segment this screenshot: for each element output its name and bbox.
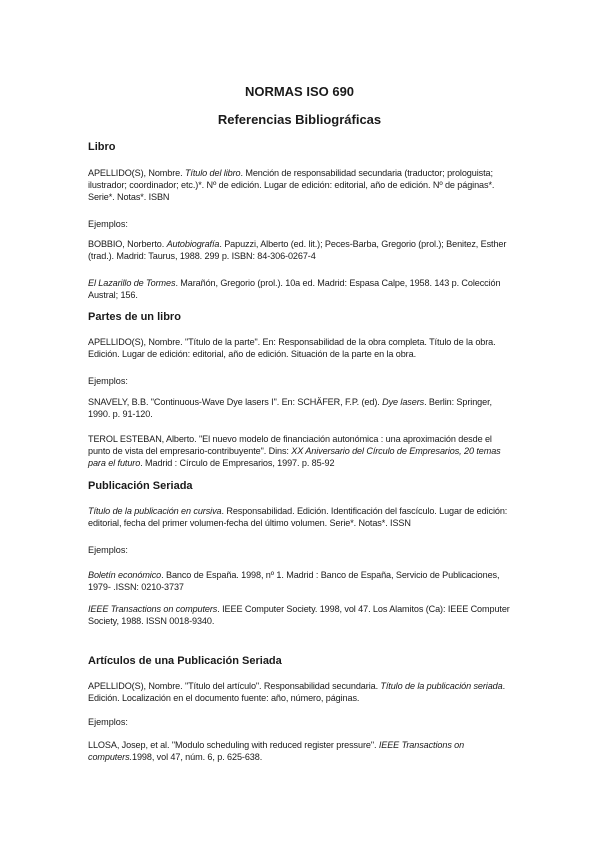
articulos-format bbox=[88, 681, 516, 705]
text-run: . Mención de responsabilidad secundaria (traductor; prologuista; ilustrador; coordinador; etc.)*. Nº de edición. Lugar de edición: editorial, año de edición. Nº de páginas*. Serie*. Notas*. ISBN bbox=[88, 168, 495, 202]
text-run: . Papuzzi, Alberto (ed. lit.); Peces-Barba, Gregorio (prol.); Benitez, Esther (trad.). Madrid: Taurus, 1988. 299 p. ISBN: 84-306-0267-4 bbox=[88, 239, 507, 261]
document-subtitle: Referencias Bibliográficas bbox=[217, 112, 382, 127]
libro-examples-label: Ejemplos: bbox=[88, 219, 128, 229]
text-run: . Edición. Localización en el documento fuente: año, número, páginas. bbox=[88, 681, 506, 703]
italic-text: IEEE Transactions on computers bbox=[88, 604, 218, 614]
document-title: NORMAS ISO 690 bbox=[244, 84, 355, 99]
text-run: APELLIDO(S), Nombre. bbox=[88, 168, 185, 178]
text-run: BOBBIO, Norberto. bbox=[88, 239, 167, 249]
text-run: . Marañón, Gregorio (prol.). 10a ed. Madrid: Espasa Calpe, 1958. 143 p. Colección Austral; 156. bbox=[88, 278, 501, 300]
section-heading-seriada: Publicación Seriada bbox=[88, 480, 193, 492]
text-run: . Berlin: Springer, 1990. p. 91-120. bbox=[88, 397, 492, 419]
text-run: APELLIDO(S), Nombre. "Título de la parte". En: Responsabilidad de la obra completa. Título de la obra. Edición. Lugar de edición: editorial, año de edición. Situación de la parte en la obra. bbox=[88, 337, 496, 359]
italic-text: Boletín económico bbox=[88, 570, 162, 580]
partes-example-1 bbox=[88, 397, 516, 421]
italic-text: Dye lasers bbox=[382, 397, 425, 407]
seriada-example-1 bbox=[88, 570, 516, 594]
italic-text: Autobiografía bbox=[166, 239, 220, 249]
text-run: 1998, vol 47, núm. 6, p. 625-638. bbox=[131, 751, 263, 762]
italic-text: IEEE Transactions on computers. bbox=[88, 740, 465, 762]
seriada-examples-label: Ejemplos: bbox=[88, 545, 128, 555]
partes-example-2 bbox=[88, 434, 516, 469]
seriada-example-2 bbox=[88, 604, 516, 628]
seriada-format bbox=[88, 506, 516, 530]
partes-examples-label: Ejemplos: bbox=[88, 376, 128, 386]
text-run: SNAVELY, B.B. "Continuous-Wave Dye lasers I". En: SCHÄFER, F.P. (ed). bbox=[88, 397, 383, 407]
italic-text: Título del libro bbox=[184, 168, 241, 178]
text-run: TEROL ESTEBAN, Alberto. "El nuevo modelo de financiación autonómica : una aproximación desde el punto de vista del empresario-contribuyente". Dins: bbox=[88, 434, 492, 456]
text-run: APELLIDO(S), Nombre. "Título del artículo". Responsabilidad secundaria. bbox=[88, 681, 381, 691]
articulos-examples-label: Ejemplos: bbox=[88, 717, 128, 727]
section-heading-partes: Partes de un libro bbox=[88, 311, 181, 323]
libro-example-2 bbox=[88, 278, 516, 302]
libro-example-1 bbox=[88, 239, 516, 263]
section-heading-articulos: Artículos de una Publicación Seriada bbox=[88, 655, 282, 667]
section-heading-libro: Libro bbox=[88, 141, 116, 153]
text-run: . Banco de España. 1998, nº 1. Madrid : Banco de España, Servicio de Publicaciones, 1979- .ISSN: 0210-3737 bbox=[88, 570, 500, 592]
italic-text: Título de la publicación seriada bbox=[380, 681, 503, 691]
italic-text: XX Aniversario del Círculo de Empresarios, 20 temas para el futuro bbox=[88, 445, 501, 468]
articulos-example-1 bbox=[88, 740, 516, 764]
libro-format bbox=[88, 168, 516, 203]
text-run: . IEEE Computer Society. 1998, vol 47. Los Alamitos (Ca): IEEE Computer Society, 1988. ISSN 0018-9340. bbox=[88, 604, 510, 626]
italic-text: El Lazarillo de Tormes bbox=[88, 278, 176, 288]
text-run: . Madrid : Círculo de Empresarios, 1997. p. 85-92 bbox=[140, 457, 335, 468]
text-run: . Responsabilidad. Edición. Identificación del fascículo. Lugar de edición: editorial, fecha del primer volumen-fecha del último volumen. Serie*. Notas*. ISSN bbox=[88, 506, 508, 528]
partes-format bbox=[88, 337, 516, 361]
italic-text: Título de la publicación en cursiva bbox=[88, 506, 222, 516]
text-run: LLOSA, Josep, et al. "Modulo scheduling with reduced register pressure". bbox=[88, 740, 379, 750]
